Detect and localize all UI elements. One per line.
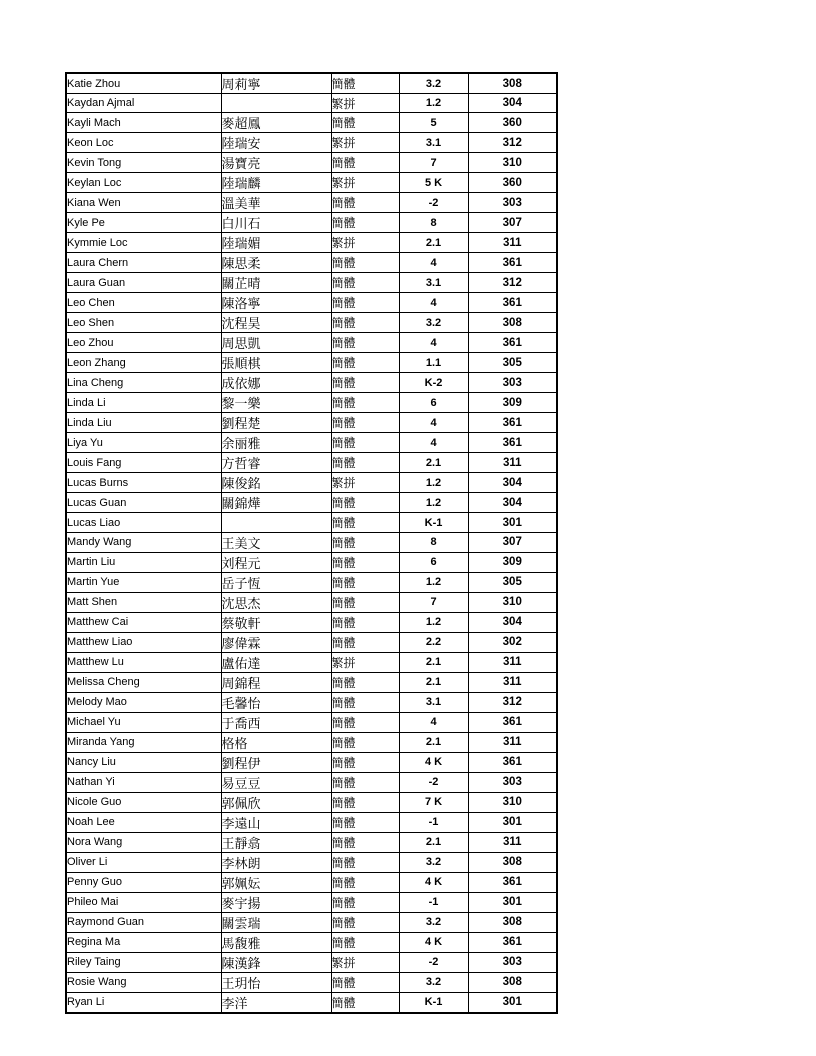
cell-chinese-name: 王美文 (221, 532, 331, 552)
cell-english-name: Martin Liu (66, 552, 221, 572)
cell-script-type: 繁拼 (331, 94, 399, 113)
table-row (66, 333, 557, 353)
cell-script-type: 簡體 (331, 572, 399, 592)
cell-chinese-name: 郭姵妘 (221, 872, 331, 892)
cell-grade: 1.2 (399, 493, 468, 513)
table-row (66, 493, 557, 513)
cell-english-name: Kymmie Loc (66, 233, 221, 253)
table-row (66, 353, 557, 373)
cell-english-name: Melody Mao (66, 692, 221, 712)
cell-room-number: 311 (468, 652, 557, 672)
cell-script-type: 繁拼 (331, 133, 399, 153)
cell-script-type: 簡體 (331, 213, 399, 233)
table-row (66, 552, 557, 572)
cell-room-number: 311 (468, 672, 557, 692)
table-row (66, 273, 557, 293)
table-row (66, 94, 557, 113)
cell-room-number: 301 (468, 513, 557, 532)
cell-chinese-name: 麥宇揚 (221, 892, 331, 912)
cell-grade: -1 (399, 892, 468, 912)
cell-chinese-name: 黎一樂 (221, 393, 331, 413)
cell-chinese-name: 周思凱 (221, 333, 331, 353)
cell-grade: 3.1 (399, 692, 468, 712)
cell-grade: 4 K (399, 752, 468, 772)
cell-chinese-name: 陳俊銘 (221, 473, 331, 493)
cell-english-name: Laura Chern (66, 253, 221, 273)
cell-script-type: 簡體 (331, 872, 399, 892)
cell-grade: 8 (399, 532, 468, 552)
cell-grade: 3.1 (399, 133, 468, 153)
table-row (66, 73, 557, 94)
table-row (66, 213, 557, 233)
cell-script-type: 簡體 (331, 552, 399, 572)
cell-english-name: Nora Wang (66, 832, 221, 852)
cell-script-type: 簡體 (331, 373, 399, 393)
cell-chinese-name: 溫美華 (221, 193, 331, 213)
cell-english-name: Michael Yu (66, 712, 221, 732)
table-row (66, 473, 557, 493)
cell-grade: 1.2 (399, 572, 468, 592)
cell-chinese-name: 方哲睿 (221, 453, 331, 473)
cell-room-number: 361 (468, 752, 557, 772)
cell-chinese-name: 王靜翕 (221, 832, 331, 852)
cell-room-number: 312 (468, 692, 557, 712)
cell-chinese-name: 陳漢鋒 (221, 952, 331, 972)
cell-english-name: Matthew Lu (66, 652, 221, 672)
cell-grade: 3.2 (399, 73, 468, 94)
cell-script-type: 簡體 (331, 932, 399, 952)
cell-grade: 2.1 (399, 672, 468, 692)
cell-room-number: 308 (468, 972, 557, 992)
cell-room-number: 310 (468, 792, 557, 812)
table-row (66, 632, 557, 652)
cell-english-name: Leo Chen (66, 293, 221, 313)
cell-english-name: Rosie Wang (66, 972, 221, 992)
cell-grade: 6 (399, 552, 468, 572)
cell-room-number: 304 (468, 94, 557, 113)
cell-grade: 3.2 (399, 972, 468, 992)
cell-grade: 8 (399, 213, 468, 233)
table-row (66, 932, 557, 952)
cell-english-name: Kyle Pe (66, 213, 221, 233)
cell-script-type: 簡體 (331, 772, 399, 792)
cell-script-type: 簡體 (331, 912, 399, 932)
table-row (66, 832, 557, 852)
cell-english-name: Lucas Guan (66, 493, 221, 513)
cell-grade: 2.1 (399, 832, 468, 852)
cell-grade: 4 (399, 293, 468, 313)
cell-room-number: 311 (468, 732, 557, 752)
table-row (66, 153, 557, 173)
table-row (66, 393, 557, 413)
cell-script-type: 簡體 (331, 353, 399, 373)
table-row (66, 852, 557, 872)
cell-chinese-name (221, 94, 331, 113)
cell-english-name: Phileo Mai (66, 892, 221, 912)
table-row (66, 692, 557, 712)
cell-chinese-name: 劉程楚 (221, 413, 331, 433)
cell-script-type: 簡體 (331, 712, 399, 732)
cell-chinese-name: 陸瑞媚 (221, 233, 331, 253)
cell-room-number: 312 (468, 133, 557, 153)
table-row (66, 872, 557, 892)
cell-chinese-name: 余丽雅 (221, 433, 331, 453)
cell-english-name: Keon Loc (66, 133, 221, 153)
cell-grade: 1.2 (399, 612, 468, 632)
cell-grade: 6 (399, 393, 468, 413)
cell-script-type: 簡體 (331, 732, 399, 752)
cell-script-type: 簡體 (331, 632, 399, 652)
cell-room-number: 308 (468, 912, 557, 932)
student-roster-table (65, 72, 558, 1014)
cell-english-name: Linda Li (66, 393, 221, 413)
cell-grade: 5 K (399, 173, 468, 193)
cell-english-name: Miranda Yang (66, 732, 221, 752)
cell-grade: 4 (399, 413, 468, 433)
cell-chinese-name: 刘程元 (221, 552, 331, 572)
table-row (66, 952, 557, 972)
cell-room-number: 360 (468, 173, 557, 193)
cell-english-name: Martin Yue (66, 572, 221, 592)
cell-chinese-name: 王玥怡 (221, 972, 331, 992)
cell-grade: -2 (399, 193, 468, 213)
cell-chinese-name: 陸瑞安 (221, 133, 331, 153)
cell-chinese-name: 陳思柔 (221, 253, 331, 273)
cell-chinese-name: 陸瑞麟 (221, 173, 331, 193)
table-row (66, 592, 557, 612)
cell-room-number: 301 (468, 992, 557, 1013)
cell-script-type: 簡體 (331, 153, 399, 173)
cell-room-number: 361 (468, 293, 557, 313)
cell-script-type: 簡體 (331, 612, 399, 632)
cell-chinese-name: 關錦燁 (221, 493, 331, 513)
table-row (66, 373, 557, 393)
cell-chinese-name: 陳洛寧 (221, 293, 331, 313)
cell-english-name: Keylan Loc (66, 173, 221, 193)
cell-chinese-name: 湯寶亮 (221, 153, 331, 173)
table-row (66, 792, 557, 812)
table-row (66, 253, 557, 273)
cell-room-number: 303 (468, 772, 557, 792)
cell-english-name: Leon Zhang (66, 353, 221, 373)
cell-grade: -2 (399, 772, 468, 792)
cell-english-name: Kayli Mach (66, 113, 221, 133)
cell-room-number: 309 (468, 393, 557, 413)
cell-room-number: 304 (468, 473, 557, 493)
cell-english-name: Linda Liu (66, 413, 221, 433)
table-row (66, 652, 557, 672)
cell-grade: K-1 (399, 513, 468, 532)
cell-room-number: 361 (468, 413, 557, 433)
table-row (66, 413, 557, 433)
cell-room-number: 361 (468, 872, 557, 892)
cell-room-number: 303 (468, 373, 557, 393)
cell-script-type: 簡體 (331, 433, 399, 453)
cell-chinese-name: 蔡敬軒 (221, 612, 331, 632)
cell-english-name: Kaydan Ajmal (66, 94, 221, 113)
cell-room-number: 308 (468, 313, 557, 333)
cell-grade: K-2 (399, 373, 468, 393)
cell-english-name: Matthew Cai (66, 612, 221, 632)
cell-grade: 2.2 (399, 632, 468, 652)
cell-english-name: Katie Zhou (66, 73, 221, 94)
cell-chinese-name (221, 513, 331, 532)
cell-grade: -1 (399, 812, 468, 832)
cell-room-number: 303 (468, 952, 557, 972)
cell-english-name: Kiana Wen (66, 193, 221, 213)
cell-chinese-name: 關雲瑞 (221, 912, 331, 932)
cell-script-type: 繁拼 (331, 173, 399, 193)
cell-english-name: Nathan Yi (66, 772, 221, 792)
cell-script-type: 簡體 (331, 453, 399, 473)
cell-script-type: 簡體 (331, 393, 399, 413)
cell-english-name: Louis Fang (66, 453, 221, 473)
cell-english-name: Matt Shen (66, 592, 221, 612)
cell-chinese-name: 于喬西 (221, 712, 331, 732)
table-row (66, 293, 557, 313)
cell-room-number: 361 (468, 433, 557, 453)
table-row (66, 453, 557, 473)
cell-script-type: 簡體 (331, 253, 399, 273)
cell-english-name: Laura Guan (66, 273, 221, 293)
cell-script-type: 簡體 (331, 812, 399, 832)
cell-script-type: 簡體 (331, 992, 399, 1013)
cell-grade: 4 (399, 433, 468, 453)
cell-chinese-name: 沈程昊 (221, 313, 331, 333)
table-row (66, 572, 557, 592)
cell-script-type: 簡體 (331, 972, 399, 992)
cell-grade: 1.2 (399, 473, 468, 493)
cell-script-type: 繁拼 (331, 952, 399, 972)
cell-chinese-name: 白川石 (221, 213, 331, 233)
cell-english-name: Melissa Cheng (66, 672, 221, 692)
cell-grade: 4 (399, 253, 468, 273)
cell-chinese-name: 張順棋 (221, 353, 331, 373)
cell-script-type: 簡體 (331, 592, 399, 612)
cell-script-type: 簡體 (331, 852, 399, 872)
cell-script-type: 簡體 (331, 293, 399, 313)
table-row (66, 892, 557, 912)
cell-english-name: Leo Shen (66, 313, 221, 333)
cell-room-number: 311 (468, 832, 557, 852)
cell-grade: 3.2 (399, 852, 468, 872)
cell-script-type: 簡體 (331, 333, 399, 353)
cell-english-name: Lucas Liao (66, 513, 221, 532)
cell-room-number: 308 (468, 73, 557, 94)
cell-script-type: 簡體 (331, 752, 399, 772)
cell-grade: 3.2 (399, 912, 468, 932)
cell-room-number: 301 (468, 892, 557, 912)
cell-room-number: 361 (468, 253, 557, 273)
cell-grade: 4 (399, 333, 468, 353)
table-row (66, 113, 557, 133)
cell-script-type: 簡體 (331, 493, 399, 513)
cell-grade: 2.1 (399, 453, 468, 473)
cell-chinese-name: 李遠山 (221, 812, 331, 832)
cell-script-type: 簡體 (331, 113, 399, 133)
cell-english-name: Riley Taing (66, 952, 221, 972)
cell-script-type: 簡體 (331, 313, 399, 333)
cell-grade: 7 (399, 592, 468, 612)
table-row (66, 752, 557, 772)
table-row (66, 612, 557, 632)
cell-chinese-name: 周莉寧 (221, 73, 331, 94)
cell-chinese-name: 劉程伊 (221, 752, 331, 772)
cell-english-name: Ryan Li (66, 992, 221, 1013)
cell-script-type: 簡體 (331, 532, 399, 552)
cell-english-name: Oliver Li (66, 852, 221, 872)
cell-room-number: 309 (468, 552, 557, 572)
cell-room-number: 361 (468, 932, 557, 952)
table-row (66, 513, 557, 532)
table-row (66, 732, 557, 752)
table-row (66, 992, 557, 1013)
roster-table-body (66, 73, 557, 1013)
cell-script-type: 簡體 (331, 413, 399, 433)
cell-english-name: Nancy Liu (66, 752, 221, 772)
cell-english-name: Nicole Guo (66, 792, 221, 812)
cell-chinese-name: 成依娜 (221, 373, 331, 393)
cell-english-name: Regina Ma (66, 932, 221, 952)
cell-room-number: 311 (468, 453, 557, 473)
table-row (66, 313, 557, 333)
cell-grade: 2.1 (399, 233, 468, 253)
cell-grade: 4 (399, 712, 468, 732)
cell-script-type: 簡體 (331, 692, 399, 712)
cell-english-name: Mandy Wang (66, 532, 221, 552)
cell-english-name: Lina Cheng (66, 373, 221, 393)
cell-room-number: 310 (468, 592, 557, 612)
table-row (66, 532, 557, 552)
cell-room-number: 305 (468, 572, 557, 592)
cell-chinese-name: 周錦程 (221, 672, 331, 692)
cell-chinese-name: 廖偉霖 (221, 632, 331, 652)
cell-english-name: Leo Zhou (66, 333, 221, 353)
table-row (66, 433, 557, 453)
cell-room-number: 307 (468, 213, 557, 233)
cell-script-type: 繁拼 (331, 652, 399, 672)
cell-chinese-name: 關芷晴 (221, 273, 331, 293)
table-row (66, 133, 557, 153)
cell-room-number: 304 (468, 612, 557, 632)
cell-grade: 4 K (399, 932, 468, 952)
cell-grade: 3.2 (399, 313, 468, 333)
table-row (66, 912, 557, 932)
cell-room-number: 311 (468, 233, 557, 253)
table-row (66, 772, 557, 792)
cell-room-number: 361 (468, 712, 557, 732)
table-row (66, 672, 557, 692)
cell-chinese-name: 格格 (221, 732, 331, 752)
cell-grade: 1.1 (399, 353, 468, 373)
cell-script-type: 簡體 (331, 792, 399, 812)
cell-english-name: Noah Lee (66, 812, 221, 832)
cell-english-name: Raymond Guan (66, 912, 221, 932)
cell-grade: 7 K (399, 792, 468, 812)
cell-room-number: 308 (468, 852, 557, 872)
cell-grade: 3.1 (399, 273, 468, 293)
cell-room-number: 302 (468, 632, 557, 652)
cell-grade: K-1 (399, 992, 468, 1013)
cell-english-name: Liya Yu (66, 433, 221, 453)
cell-english-name: Matthew Liao (66, 632, 221, 652)
cell-room-number: 304 (468, 493, 557, 513)
cell-room-number: 361 (468, 333, 557, 353)
cell-room-number: 301 (468, 812, 557, 832)
cell-script-type: 簡體 (331, 513, 399, 532)
cell-room-number: 312 (468, 273, 557, 293)
cell-script-type: 簡體 (331, 672, 399, 692)
table-row (66, 233, 557, 253)
cell-chinese-name: 麥超鳳 (221, 113, 331, 133)
table-row (66, 972, 557, 992)
cell-grade: 2.1 (399, 652, 468, 672)
cell-room-number: 303 (468, 193, 557, 213)
cell-grade: 7 (399, 153, 468, 173)
cell-room-number: 307 (468, 532, 557, 552)
cell-grade: 4 K (399, 872, 468, 892)
cell-chinese-name: 易豆豆 (221, 772, 331, 792)
cell-english-name: Kevin Tong (66, 153, 221, 173)
cell-chinese-name: 毛馨怡 (221, 692, 331, 712)
cell-english-name: Penny Guo (66, 872, 221, 892)
cell-chinese-name: 沈思杰 (221, 592, 331, 612)
table-row (66, 173, 557, 193)
cell-script-type: 繁拼 (331, 473, 399, 493)
cell-room-number: 305 (468, 353, 557, 373)
cell-grade: -2 (399, 952, 468, 972)
cell-room-number: 360 (468, 113, 557, 133)
cell-english-name: Lucas Burns (66, 473, 221, 493)
cell-room-number: 310 (468, 153, 557, 173)
cell-script-type: 簡體 (331, 73, 399, 94)
cell-grade: 1.2 (399, 94, 468, 113)
cell-chinese-name: 馬馥雅 (221, 932, 331, 952)
cell-script-type: 簡體 (331, 832, 399, 852)
cell-grade: 2.1 (399, 732, 468, 752)
cell-script-type: 繁拼 (331, 233, 399, 253)
cell-script-type: 簡體 (331, 892, 399, 912)
table-row (66, 712, 557, 732)
cell-grade: 5 (399, 113, 468, 133)
cell-script-type: 簡體 (331, 193, 399, 213)
cell-chinese-name: 李洋 (221, 992, 331, 1013)
cell-chinese-name: 岳子恆 (221, 572, 331, 592)
cell-script-type: 簡體 (331, 273, 399, 293)
table-row (66, 812, 557, 832)
cell-chinese-name: 盧佑達 (221, 652, 331, 672)
cell-chinese-name: 郭佩欣 (221, 792, 331, 812)
table-row (66, 193, 557, 213)
cell-chinese-name: 李林朗 (221, 852, 331, 872)
